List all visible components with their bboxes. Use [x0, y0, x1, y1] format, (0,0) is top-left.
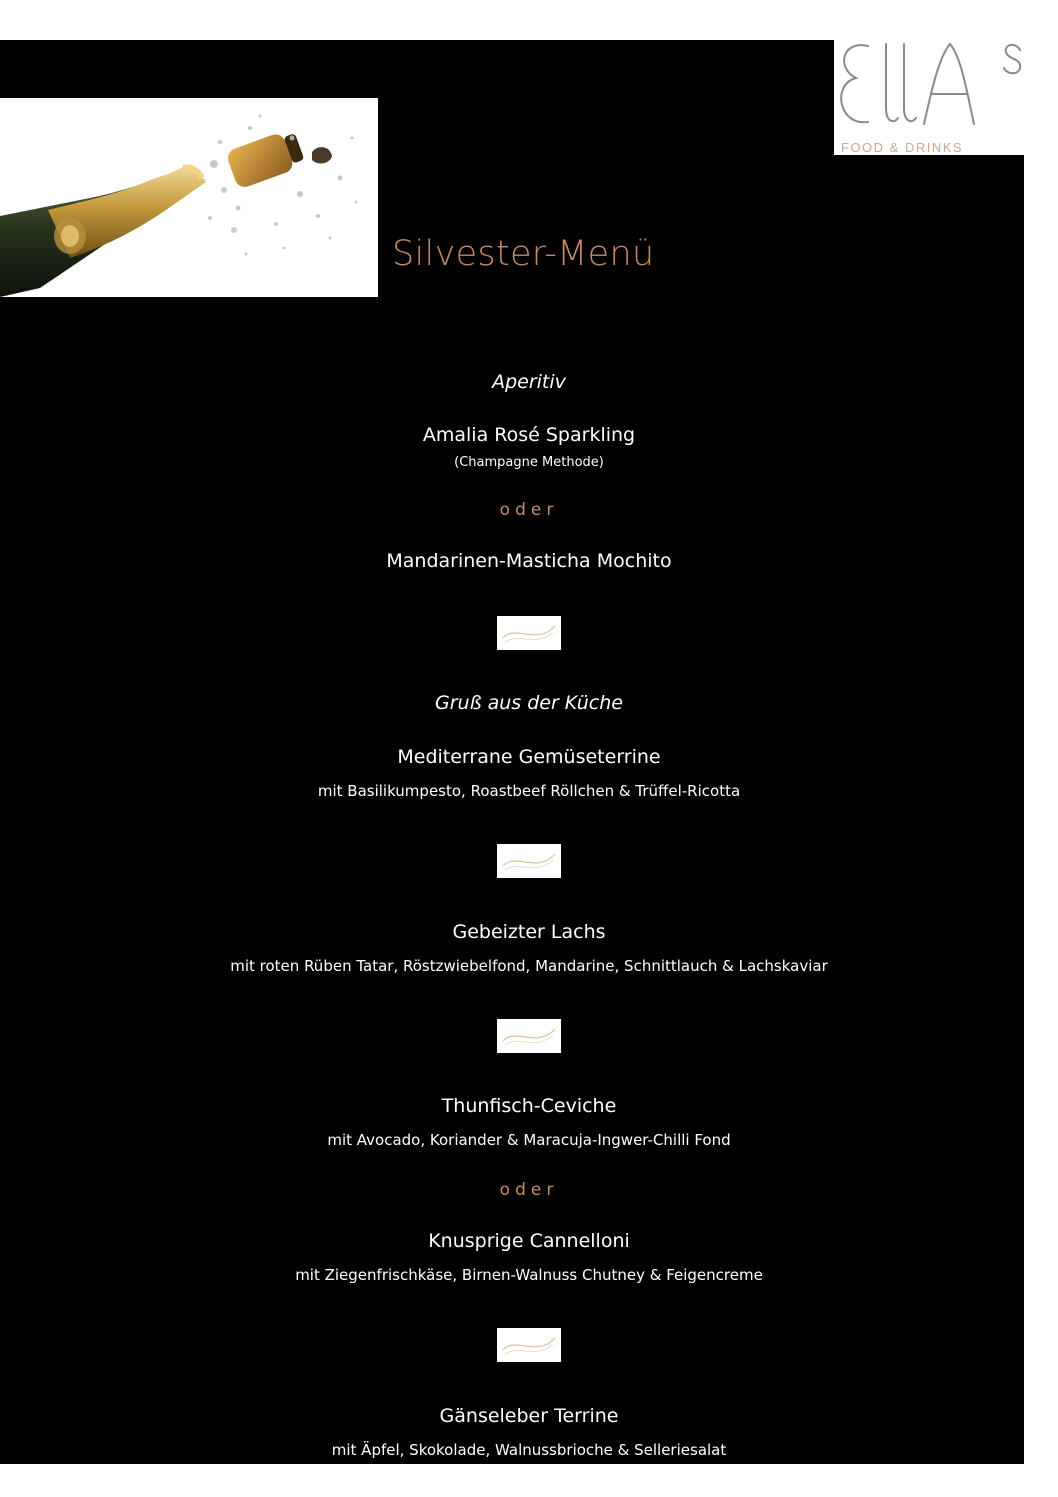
dish-description: mit Ziegenfrischkäse, Birnen-Walnuss Chutney & Feigencreme: [295, 1266, 763, 1284]
dish-ceviche: Thunfisch-Ceviche: [441, 1095, 617, 1117]
dish-gaenseleber: Gänseleber Terrine: [439, 1405, 619, 1427]
dish-gemueseterrine: Mediterrane Gemüseterrine: [397, 746, 661, 768]
ornament-swirl-icon: [497, 616, 561, 650]
dish-description: mit Avocado, Koriander & Maracuja-Ingwer-Chilli Fond: [327, 1131, 731, 1149]
drink-amalia: Amalia Rosé Sparkling: [422, 424, 636, 446]
ornament-divider: [497, 844, 561, 878]
ornament-swirl-icon: [497, 844, 561, 878]
dish-lachs: Gebeizter Lachs: [452, 921, 606, 943]
ornament-divider: [497, 616, 561, 650]
logo-wordmark: [834, 38, 1024, 130]
dish-description: mit Äpfel, Skokolade, Walnussbrioche & Selleriesalat: [331, 1441, 727, 1459]
dish-cannelloni: Knusprige Cannelloni: [428, 1230, 630, 1252]
or-divider: oder: [499, 500, 559, 520]
ornament-swirl-icon: [497, 1019, 561, 1053]
page-title: Silvester-Menü: [392, 234, 655, 274]
logo: [834, 40, 1024, 155]
ornament-divider: [497, 1328, 561, 1362]
dish-description: mit roten Rüben Tatar, Röstzwiebelfond, Mandarine, Schnittlauch & Lachskaviar: [230, 957, 828, 975]
hero-image: [0, 98, 378, 297]
section-gruss: Gruß aus der Küche: [435, 692, 623, 714]
logo-tagline: FOOD & DRINKS: [841, 140, 964, 155]
dish-description: mit Basilikumpesto, Roastbeef Röllchen & Trüffel-Ricotta: [317, 782, 741, 800]
champagne-bottle-icon: [0, 98, 378, 297]
drink-note: (Champagne Methode): [454, 455, 604, 470]
section-aperitiv: Aperitiv: [492, 371, 566, 393]
ornament-swirl-icon: [497, 1328, 561, 1362]
drink-mochito: Mandarinen-Masticha Mochito: [386, 550, 672, 572]
or-divider: oder: [499, 1180, 559, 1200]
ornament-divider: [497, 1019, 561, 1053]
